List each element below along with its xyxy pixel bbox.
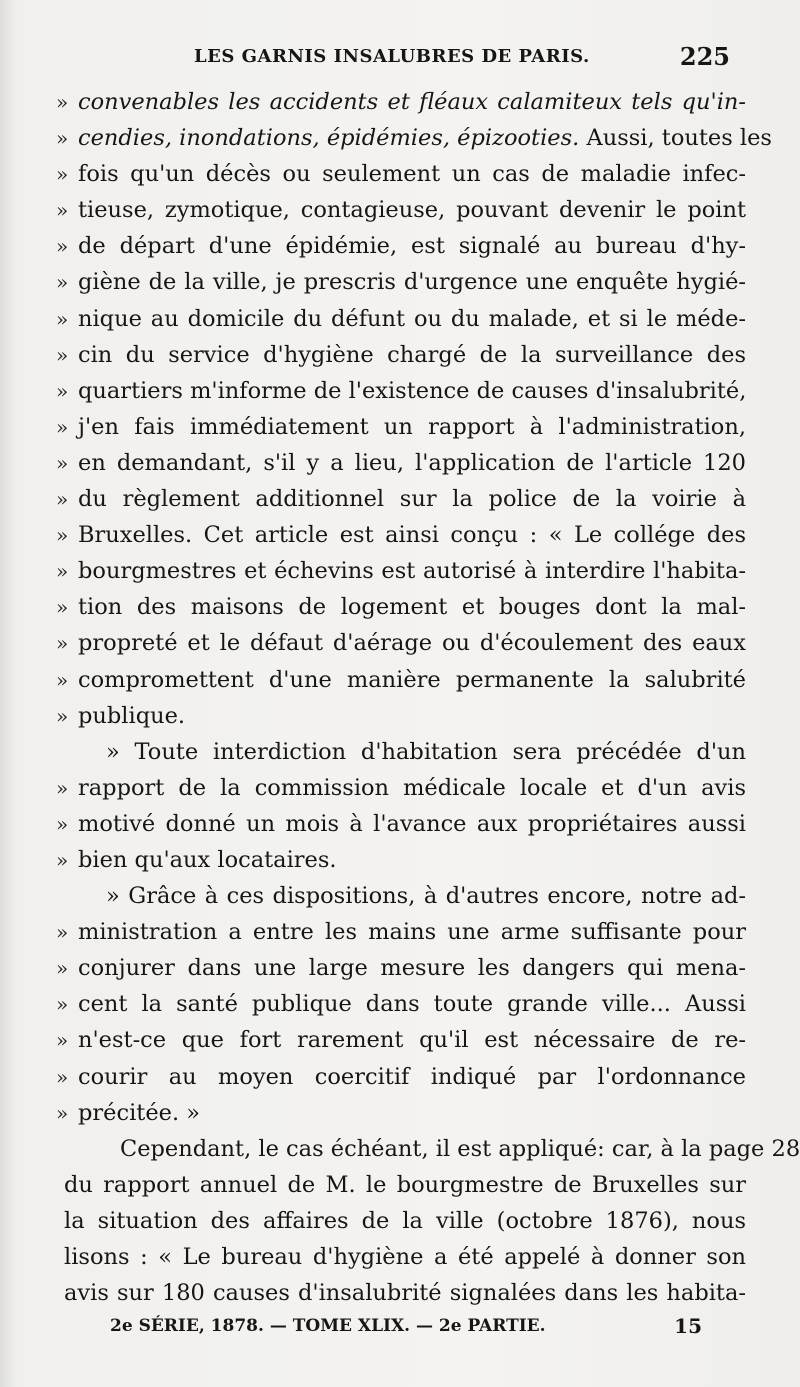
line-text xyxy=(78,481,746,517)
text-line xyxy=(56,156,746,192)
line-text xyxy=(78,517,746,553)
text-run: n'est-ce que fort rarement qu'il est nécessaire de re- xyxy=(78,1027,746,1054)
text-run: bien qu'aux locataires. xyxy=(78,846,337,873)
line-text xyxy=(78,806,746,842)
quote-mark: » xyxy=(56,487,69,512)
quote-mark: » xyxy=(56,450,69,475)
line-text xyxy=(78,950,746,986)
quote-mark: » xyxy=(56,162,69,187)
text-line xyxy=(56,986,746,1022)
text-line xyxy=(56,662,746,698)
text-line xyxy=(56,373,746,409)
text-run: la situation des affaires de la ville (octobre 1876), nous xyxy=(64,1207,746,1234)
quote-mark: » xyxy=(56,631,69,656)
quote-mark: » xyxy=(56,342,69,367)
text-run: précitée. » xyxy=(78,1099,201,1126)
text-run: Cependant, le cas échéant, il est appliqué: car, à la page 28 xyxy=(120,1135,800,1162)
line-text xyxy=(78,842,746,878)
quote-mark: » xyxy=(56,414,69,439)
quote-mark: » xyxy=(56,126,69,151)
italic-run: cendies, inondations, épidémies, épizooties. xyxy=(78,125,580,152)
text-run: ministration a entre les mains une arme suffisante pour xyxy=(78,919,746,946)
text-run: du rapport annuel de M. le bourgmestre de Bruxelles sur xyxy=(64,1171,746,1198)
text-run: cent la santé publique dans toute grande ville... Aussi xyxy=(78,991,746,1018)
text-run: avis sur 180 causes d'insalubrité signalées dans les habita- xyxy=(64,1280,746,1307)
line-text xyxy=(64,1167,746,1203)
text-run: giène de la ville, je prescris d'urgence une enquête hygié- xyxy=(78,269,746,296)
text-line xyxy=(56,806,746,842)
text-line xyxy=(56,1131,800,1167)
text-line xyxy=(56,264,746,300)
sheet-number: 15 xyxy=(674,1314,702,1338)
text-line xyxy=(56,589,746,625)
text-line xyxy=(56,950,746,986)
quote-mark: » xyxy=(56,775,69,800)
quote-mark: » xyxy=(56,1064,69,1089)
text-run: Bruxelles. Cet article est ainsi conçu : « Le collége des xyxy=(78,522,746,549)
line-text xyxy=(78,1059,746,1095)
text-line xyxy=(56,120,772,156)
text-run: j'en fais immédiatement un rapport à l'administration, xyxy=(78,413,746,440)
line-text xyxy=(78,589,746,625)
text-line xyxy=(56,517,746,553)
quote-mark: » xyxy=(56,198,69,223)
text-line xyxy=(56,842,746,878)
line-text xyxy=(78,698,746,734)
quote-mark: » xyxy=(56,90,69,114)
running-title: LES GARNIS INSALUBRES DE PARIS. xyxy=(194,46,590,67)
text-run: nique au domicile du défunt ou du malade, et si le méde- xyxy=(78,305,746,332)
text-run: » Grâce à ces dispositions, à d'autres encore, notre ad- xyxy=(106,883,746,910)
line-text xyxy=(78,120,772,156)
quote-mark: » xyxy=(56,378,69,403)
line-text xyxy=(78,301,746,337)
quote-mark: » xyxy=(56,703,69,728)
quote-mark: » xyxy=(56,234,69,259)
text-run: bourgmestres et échevins est autorisé à interdire l'habita- xyxy=(78,558,746,585)
line-text xyxy=(78,625,746,661)
running-head xyxy=(60,44,740,76)
text-run: cin du service d'hygiène chargé de la surveillance des xyxy=(78,341,746,368)
quote-mark: » xyxy=(56,523,69,548)
text-line xyxy=(56,409,746,445)
line-text xyxy=(106,734,746,770)
line-text xyxy=(78,373,746,409)
quote-mark: » xyxy=(56,811,69,836)
text-line xyxy=(56,1022,746,1058)
text-line xyxy=(56,337,746,373)
quote-mark: » xyxy=(56,847,69,872)
quote-mark: » xyxy=(56,595,69,620)
line-text xyxy=(78,662,746,698)
line-text xyxy=(106,878,746,914)
line-text xyxy=(78,337,746,373)
body-text xyxy=(56,84,800,1311)
text-line xyxy=(56,1095,746,1131)
text-line xyxy=(56,481,746,517)
text-line xyxy=(56,553,746,589)
line-text xyxy=(78,228,746,264)
text-run: tion des maisons de logement et bouges dont la mal- xyxy=(78,594,746,621)
text-line xyxy=(56,301,746,337)
text-line xyxy=(56,228,746,264)
text-run: conjurer dans une large mesure les dangers qui mena- xyxy=(78,955,746,982)
line-text xyxy=(64,1203,746,1239)
text-run: propreté et le défaut d'aérage ou d'écoulement des eaux xyxy=(78,630,746,657)
line-text xyxy=(78,986,746,1022)
text-line xyxy=(56,625,746,661)
text-run: de départ d'une épidémie, est signalé au bureau d'hy- xyxy=(78,233,746,260)
text-line xyxy=(56,445,746,481)
signature-footer xyxy=(110,1316,710,1346)
line-text xyxy=(78,409,746,445)
text-run: compromettent d'une manière permanente la salubrité xyxy=(78,666,746,693)
line-text xyxy=(78,84,746,120)
line-text xyxy=(78,156,746,192)
text-line xyxy=(56,914,746,950)
text-line xyxy=(56,1275,746,1311)
text-line xyxy=(56,878,746,914)
text-run: courir au moyen coercitif indiqué par l'ordonnance xyxy=(78,1063,746,1090)
quote-mark: » xyxy=(56,956,69,981)
line-text xyxy=(78,192,746,228)
quote-mark: » xyxy=(56,1028,69,1053)
text-run: du règlement additionnel sur la police de la voirie à xyxy=(78,486,746,513)
quote-mark: » xyxy=(56,667,69,692)
text-line xyxy=(56,1203,746,1239)
italic-run: convenables les accidents et fléaux calamiteux tels qu'in- xyxy=(78,89,746,115)
line-text xyxy=(64,1239,746,1275)
line-text xyxy=(78,914,746,950)
text-run: lisons : « Le bureau d'hygiène a été appelé à donner son xyxy=(64,1244,746,1270)
text-line xyxy=(56,1059,746,1095)
quote-mark: » xyxy=(56,270,69,295)
text-run: » Toute interdiction d'habitation sera précédée d'un xyxy=(106,738,746,765)
text-run: publique. xyxy=(78,702,186,729)
line-text xyxy=(78,445,746,481)
quote-mark: » xyxy=(56,992,69,1017)
line-text xyxy=(78,1022,746,1058)
line-text xyxy=(120,1131,800,1167)
text-run: tieuse, zymotique, contagieuse, pouvant devenir le point xyxy=(78,197,746,224)
text-run: fois qu'un décès ou seulement un cas de maladie infec- xyxy=(78,161,746,188)
line-text xyxy=(78,553,746,589)
line-text xyxy=(78,770,746,806)
quote-mark: » xyxy=(56,306,69,331)
text-line xyxy=(56,1167,746,1203)
text-run: motivé donné un mois à l'avance aux propriétaires aussi xyxy=(78,810,746,837)
text-line xyxy=(56,84,746,120)
quote-mark: » xyxy=(56,920,69,945)
text-line xyxy=(56,192,746,228)
signature-line: 2e SÉRIE, 1878. — TOME XLIX. — 2e PARTIE. xyxy=(110,1316,546,1336)
text-run: en demandant, s'il y a lieu, l'application de l'article 120 xyxy=(78,449,746,476)
page-number: 225 xyxy=(679,42,730,71)
text-line xyxy=(56,1239,746,1275)
text-run: rapport de la commission médicale locale et d'un avis xyxy=(78,774,746,801)
quote-mark: » xyxy=(56,559,69,584)
line-text xyxy=(78,264,746,300)
text-run: Aussi, toutes les xyxy=(579,125,772,152)
line-text xyxy=(78,1095,746,1131)
line-text xyxy=(64,1275,746,1311)
text-line xyxy=(56,734,746,770)
text-line xyxy=(56,698,746,734)
text-run: quartiers m'informe de l'existence de causes d'insalubrité, xyxy=(78,377,747,404)
text-line xyxy=(56,770,746,806)
quote-mark: » xyxy=(56,1100,69,1125)
